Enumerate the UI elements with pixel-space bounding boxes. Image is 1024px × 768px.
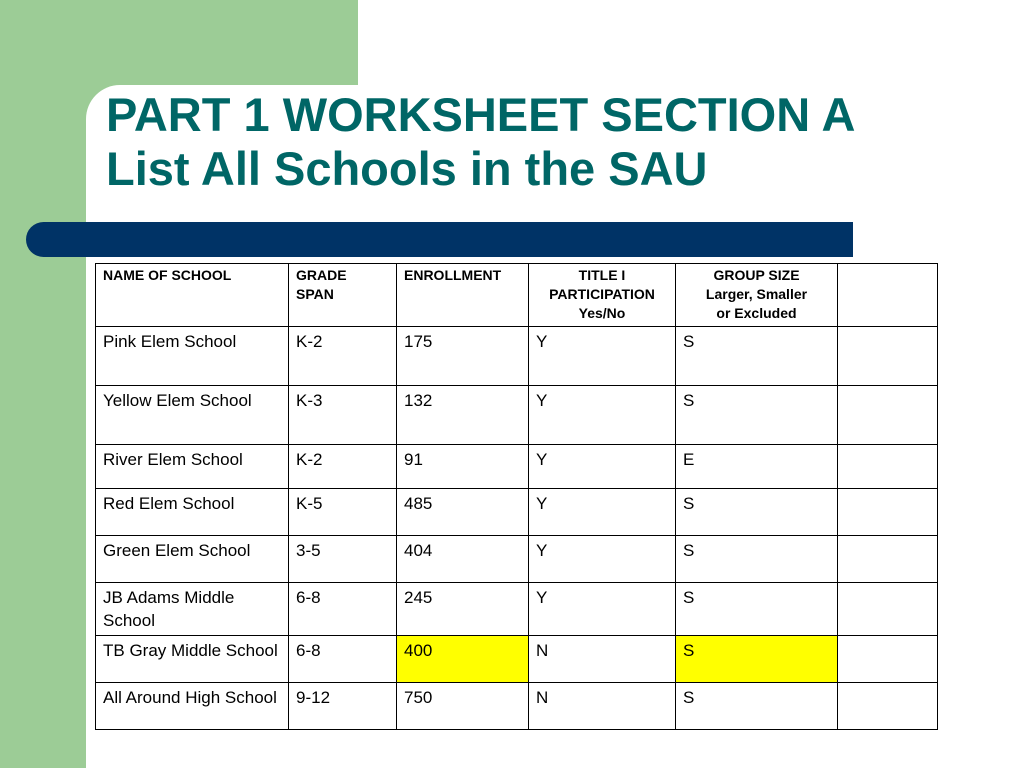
title-rule-bar (26, 222, 853, 257)
header-name-of-school: NAME OF SCHOOL (96, 264, 289, 327)
cell-title-i: Y (529, 583, 676, 636)
cell-school-name: Yellow Elem School (96, 386, 289, 445)
cell-extra (838, 583, 938, 636)
slide-title (106, 88, 1006, 196)
cell-enrollment: 485 (397, 489, 529, 536)
cell-school-name: Red Elem School (96, 489, 289, 536)
cell-group-size-highlighted: S (676, 636, 838, 683)
cell-group-size: S (676, 683, 838, 730)
table-header-row (96, 264, 938, 327)
cell-school-name: Green Elem School (96, 536, 289, 583)
table-row (96, 636, 938, 683)
cell-school-name: River Elem School (96, 445, 289, 489)
table-row (96, 583, 938, 636)
cell-extra (838, 445, 938, 489)
cell-enrollment: 91 (397, 445, 529, 489)
cell-extra (838, 489, 938, 536)
cell-group-size: S (676, 327, 838, 386)
title-line-2: List All Schools in the SAU (106, 142, 708, 195)
cell-enrollment: 750 (397, 683, 529, 730)
cell-grade-span: 3-5 (289, 536, 397, 583)
cell-group-size: E (676, 445, 838, 489)
header-enrollment: ENROLLMENT (397, 264, 529, 327)
cell-extra (838, 683, 938, 730)
cell-school-name: Pink Elem School (96, 327, 289, 386)
cell-title-i: Y (529, 445, 676, 489)
header-extra (838, 264, 938, 327)
table-row (96, 489, 938, 536)
cell-grade-span: K-3 (289, 386, 397, 445)
cell-group-size: S (676, 489, 838, 536)
white-top-area (358, 0, 1024, 90)
cell-title-i: Y (529, 489, 676, 536)
cell-grade-span: K-2 (289, 445, 397, 489)
cell-school-name: JB Adams Middle School (96, 583, 289, 636)
cell-title-i: Y (529, 327, 676, 386)
cell-enrollment: 175 (397, 327, 529, 386)
cell-school-name: All Around High School (96, 683, 289, 730)
cell-extra (838, 386, 938, 445)
cell-grade-span: 6-8 (289, 583, 397, 636)
cell-enrollment: 245 (397, 583, 529, 636)
header-grade-span: GRADE SPAN (289, 264, 397, 327)
cell-title-i: N (529, 683, 676, 730)
cell-grade-span: K-5 (289, 489, 397, 536)
header-title-i: TITLE I PARTICIPATION Yes/No (529, 264, 676, 327)
header-group-size: GROUP SIZE Larger, Smaller or Excluded (676, 264, 838, 327)
cell-grade-span: 9-12 (289, 683, 397, 730)
table-row (96, 445, 938, 489)
cell-grade-span: K-2 (289, 327, 397, 386)
cell-title-i: N (529, 636, 676, 683)
table-row (96, 683, 938, 730)
cell-group-size: S (676, 536, 838, 583)
table-row (96, 536, 938, 583)
table-row (96, 386, 938, 445)
cell-extra (838, 327, 938, 386)
cell-extra (838, 636, 938, 683)
cell-title-i: Y (529, 386, 676, 445)
table-row (96, 327, 938, 386)
cell-school-name: TB Gray Middle School (96, 636, 289, 683)
cell-enrollment-highlighted: 400 (397, 636, 529, 683)
cell-enrollment: 132 (397, 386, 529, 445)
cell-group-size: S (676, 386, 838, 445)
cell-extra (838, 536, 938, 583)
title-line-1: PART 1 WORKSHEET SECTION A (106, 88, 856, 141)
cell-grade-span: 6-8 (289, 636, 397, 683)
schools-table (95, 263, 938, 730)
cell-group-size: S (676, 583, 838, 636)
cell-enrollment: 404 (397, 536, 529, 583)
cell-title-i: Y (529, 536, 676, 583)
